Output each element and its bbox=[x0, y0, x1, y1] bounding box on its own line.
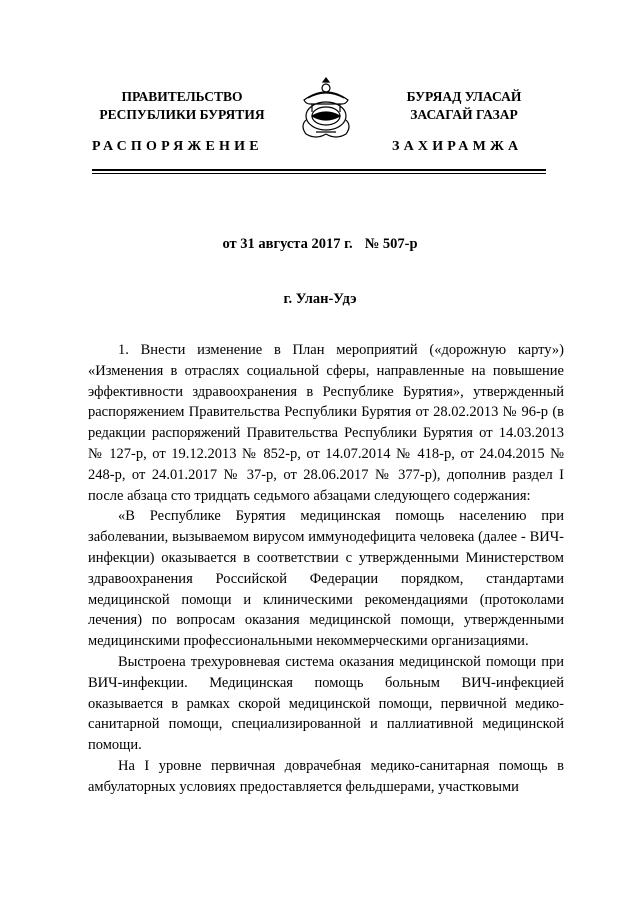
document-type-buryat: ЗАХИРАМЖА bbox=[392, 139, 523, 154]
document-body bbox=[88, 340, 564, 798]
document-date: от 31 августа 2017 г. bbox=[222, 236, 353, 252]
issuer-header-buryat bbox=[382, 88, 546, 124]
issuer-buryat-line-1: БУРЯАД УЛАСАЙ bbox=[406, 89, 522, 104]
header-divider-thin bbox=[92, 173, 546, 174]
paragraph: «В Республике Бурятия медицинская помощь населению при заболевании, вызываемом вирусом иммунодефицита человека (далее - ВИЧ-инфекции) оказывается в соответствии с утвержденными Министерством здравоохранения Российской Федерации порядком, стандартами медицинской помощи и клиническими рекомендациями (протоколами лечения) по вопросам оказания медицинской помощи, утвержденными медицинскими профессиональными некоммерческими организациями. bbox=[88, 508, 564, 650]
issuer-line-2: РЕСПУБЛИКИ БУРЯТИЯ bbox=[99, 107, 265, 122]
issuer-header-russian bbox=[92, 88, 272, 124]
document-city: г. Улан-Удэ bbox=[283, 291, 357, 307]
header-divider-thick bbox=[92, 169, 546, 171]
issuer-line-1: ПРАВИТЕЛЬСТВО bbox=[121, 89, 243, 104]
document-type-russian: РАСПОРЯЖЕНИЕ bbox=[92, 139, 263, 154]
paragraph: 1. Внести изменение в План мероприятий («дорожную карту») «Изменения в отраслях социальной сферы, направленные на повышение эффективности здравоохранения в Республике Бурятия», утвержденный распоряжением Правительства Республики Бурятия от 28.02.2013 № 96-р (в редакции распоряжений Правительства Республики Бурятия от 14.03.2013 № 127-р, от 19.12.2013 № 852-р, от 14.07.2014 № 418-р, от 24.04.2015 № 248-р, от 24.01.2017 № 37-р, от 28.06.2017 № 377-р), дополнив раздел I после абзаца сто тридцать седьмого абзацами следующего содержания: bbox=[88, 342, 564, 504]
paragraph: Выстроена трехуровневая система оказания медицинской помощи при ВИЧ-инфекции. Медицинская помощь больным ВИЧ-инфекцией оказывается в рамках скорой медицинской помощи, первичной медико-санитарной помощи, специализированной и паллиативной медицинской помощи. bbox=[88, 653, 564, 754]
issuer-buryat-line-2: ЗАСАГАЙ ГАЗАР bbox=[410, 107, 518, 122]
coat-of-arms-emblem bbox=[298, 76, 354, 140]
date-number-line bbox=[0, 236, 640, 253]
paragraph: На I уровне первичная доврачебная медико-санитарная помощь в амбулаторных условиях предоставляется фельдшерами, участковыми bbox=[88, 757, 564, 795]
document-number: № 507-р bbox=[364, 236, 418, 252]
